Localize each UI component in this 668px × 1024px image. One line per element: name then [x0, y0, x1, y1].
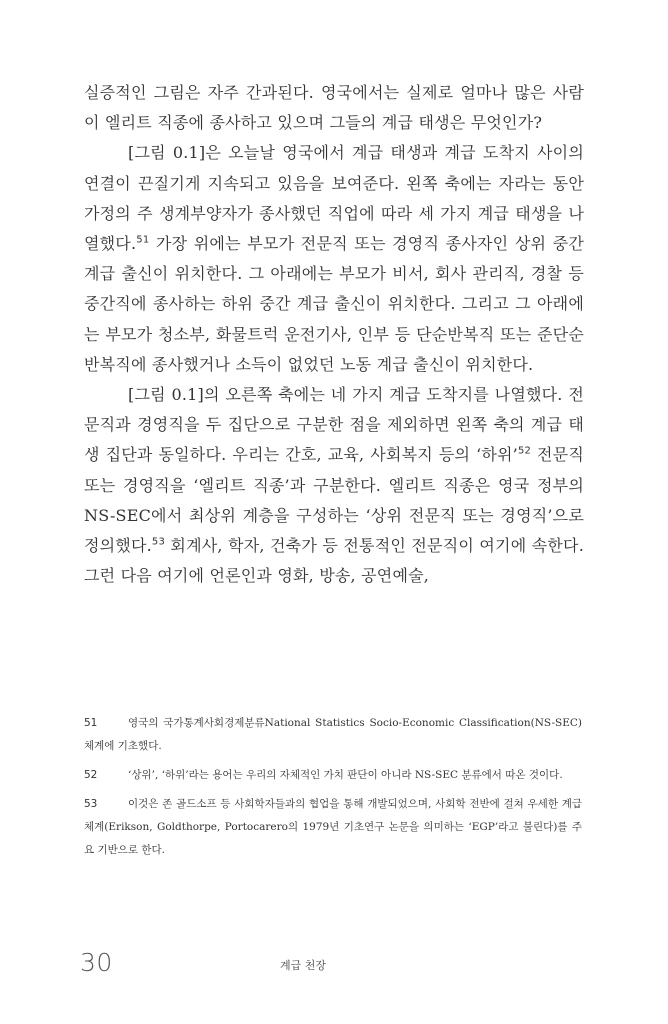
- body-text: [84, 78, 584, 591]
- paragraph-3-text-b: 전문직 또는 경영직을 ‘엘리트 직종’과 구분한다. 엘리트 직종은 영국 정부의 NS-SEC에서 최상위 계층을 구성하는 ‘상위 전문직 또는 경영직’으로 정의했다.: [84, 445, 584, 556]
- page-footer: [80, 948, 580, 984]
- paragraph-3-text-c: 회계사, 학자, 건축가 등 전통적인 전문직이 여기에 속한다. 그런 다음 여기에 언론인과 영화, 방송, 공연예술,: [84, 536, 584, 586]
- running-title: 계급 천장: [280, 959, 327, 972]
- footnote-text: 이것은 존 골드소프 등 사회학자들과의 협업을 통해 개발되었으며, 사회학 전반에 걸쳐 우세한 계급 체계(Erikson, Goldthorpe, Portocarero의 1979년 기초연구 논문을 의미하는 ‘EGP’라고 불린다)를 주요 기반으로 한다.: [84, 798, 582, 856]
- footnote-51: [84, 712, 582, 758]
- footnote-ref-53[interactable]: 53: [151, 536, 166, 548]
- paragraph-3: [84, 380, 584, 591]
- footnote-number: 52: [84, 769, 98, 781]
- footnote-ref-52[interactable]: 52: [517, 446, 532, 458]
- footnote-53: [84, 793, 582, 862]
- page-number: 30: [80, 948, 113, 977]
- footnote-text: 영국의 국가통계사회경제분류National Statistics Socio-Economic Classification(NS-SEC) 체계에 기초했다.: [84, 717, 582, 752]
- paragraph-1: 실증적인 그림은 자주 간과된다. 영국에서는 실제로 얼마나 많은 사람이 엘리트 직종에 종사하고 있으며 그들의 계급 태생은 무엇인가?: [84, 83, 584, 133]
- paragraph-2-text-b: 가장 위에는 부모가 전문직 또는 경영직 종사자인 상위 중간 계급 출신이 위치한다. 그 아래에는 부모가 비서, 회사 관리직, 경찰 등 중간직에 종사하는 하위 중간 계급 출신이 위치한다. 그리고 그 아래에는 부모가 청소부, 화물트럭 운전기사, 인부 등 단순반복직 또는 준단순반복직에 종사했거나 소득이 없었던 노동 계급 출신이 위치한다.: [84, 234, 584, 374]
- footnote-52: [84, 764, 582, 787]
- footnote-number: 53: [84, 798, 98, 810]
- footnote-text: ‘상위’, ‘하위’라는 용어는 우리의 자체적인 가치 판단이 아니라 NS-SEC 분류에서 따온 것이다.: [128, 769, 563, 781]
- footnotes: [84, 712, 582, 868]
- paragraph-2-text-a: [그림 0.1]은 오늘날 영국에서 계급 태생과 계급 도착지 사이의 연결이 끈질기게 지속되고 있음을 보여준다. 왼쪽 축에는 자라는 동안 가정의 주 생계부양자가 종사했던 직업에 따라 세 가지 계급 태생을 나열했다.: [84, 143, 584, 254]
- footnote-number: 51: [84, 717, 98, 729]
- footnote-ref-51[interactable]: 51: [136, 234, 150, 246]
- paragraph-2: [84, 138, 584, 380]
- paragraph-3-text-a: [그림 0.1]의 오른쪽 축에는 네 가지 계급 도착지를 나열했다. 전문직과 경영직을 두 집단으로 구분한 점을 제외하면 왼쪽 축의 계급 태생 집단과 동일하다. 우리는 간호, 교육, 사회복지 등의 ‘하위’: [84, 385, 584, 465]
